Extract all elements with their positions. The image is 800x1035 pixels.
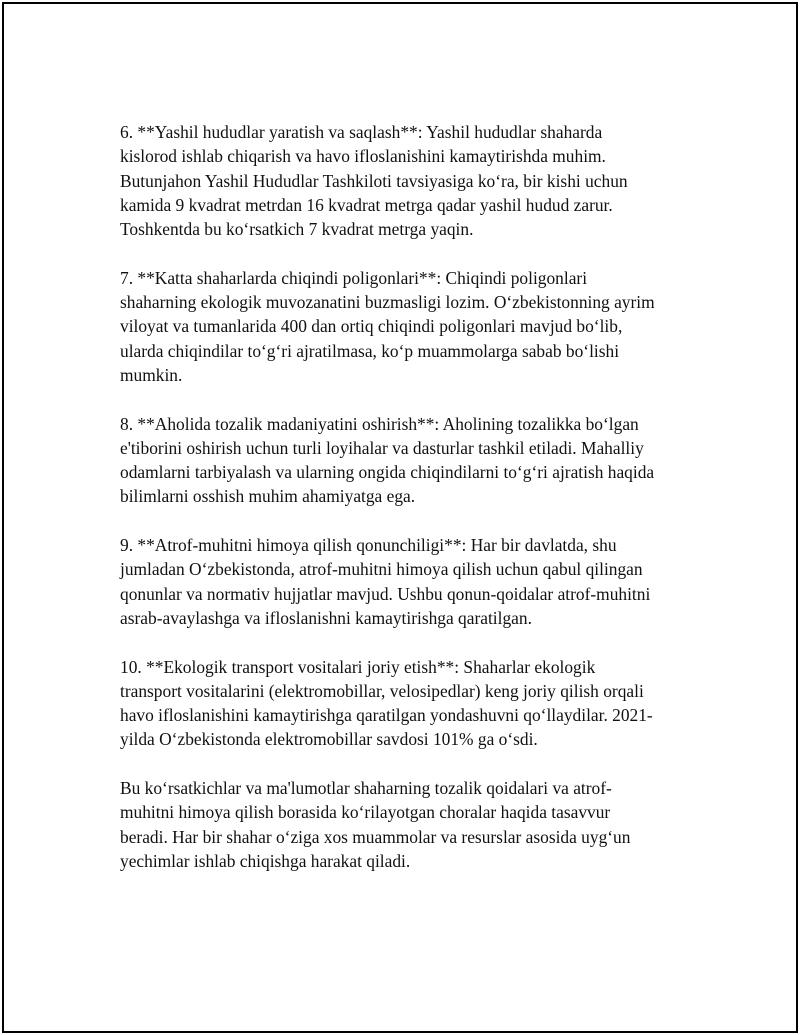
text-line: viloyat va tumanlarida 400 dan ortiq chiqindi poligonlari mavjud bo‘lib, [120, 316, 623, 337]
paragraph-eco-transport [120, 655, 700, 752]
text-line: yilda O‘zbekistonda elektromobillar savdosi 101% ga o‘sdi. [120, 729, 538, 750]
text-line: muhitni himoya qilish borasida ko‘rilayotgan choralar haqida tasavvur [120, 802, 611, 823]
text-line: beradi. Har bir shahar o‘ziga xos muammolar va resurslar asosida uyg‘un [120, 826, 631, 847]
text-line: 8. **Aholida tozalik madaniyatini oshirish**: Aholining tozalikka bo‘lgan [120, 413, 639, 434]
paragraph-conclusion [120, 776, 700, 873]
document-page [2, 2, 798, 1033]
text-line: e'tiborini oshirish uchun turli loyihalar va dasturlar tashkil etiladi. Mahalliy [120, 437, 644, 458]
text-line: kamida 9 kvadrat metrdan 16 kvadrat metrga qadar yashil hudud zarur. [120, 194, 613, 215]
text-line: yechimlar ishlab chiqishga harakat qiladi. [120, 850, 411, 871]
text-line: shaharning ekologik muvozanatini buzmasligi lozim. O‘zbekistonning ayrim [120, 292, 655, 313]
text-line: 10. **Ekologik transport vositalari joriy etish**: Shaharlar ekologik [120, 656, 596, 677]
paragraph-green-areas [120, 120, 700, 241]
paragraph-legislation [120, 533, 700, 630]
text-line: mumkin. [120, 364, 183, 385]
text-line: 9. **Atrof-muhitni himoya qilish qonunchiligi**: Har bir davlatda, shu [120, 535, 617, 556]
text-line: transport vositalarini (elektromobillar, velosipedlar) keng joriy qilish orqali [120, 680, 644, 701]
text-line: odamlarni tarbiyalash va ularning ongida chiqindilarni to‘g‘ri ajratish haqida [120, 462, 655, 483]
paragraph-landfills [120, 266, 700, 387]
text-line: 6. **Yashil hududlar yaratish va saqlash**: Yashil hududlar shaharda [120, 122, 603, 142]
text-line: jumladan O‘zbekistonda, atrof-muhitni himoya qilish uchun qabul qilingan [120, 559, 643, 580]
text-line: ularda chiqindilar to‘g‘ri ajratilmasa, ko‘p muammolarga sabab bo‘lishi [120, 340, 620, 361]
text-line: qonunlar va normativ hujjatlar mavjud. Ushbu qonun-qoidalar atrof-muhitni [120, 583, 651, 604]
text-line: asrab-avaylashga va ifloslanishni kamaytirishga qaratilgan. [120, 607, 532, 628]
text-line: Toshkentda bu ko‘rsatkich 7 kvadrat metrga yaqin. [120, 219, 474, 240]
text-line: kislorod ishlab chiqarish va havo ifloslanishini kamaytirishda muhim. [120, 146, 606, 167]
document-body [120, 120, 700, 898]
text-line: bilimlarni osshish muhim ahamiyatga ega. [120, 486, 416, 507]
text-line: havo ifloslanishini kamaytirishga qaratilgan yondashuvni qo‘llaydilar. 2021- [120, 705, 653, 726]
text-line: 7. **Katta shaharlarda chiqindi poligonlari**: Chiqindi poligonlari [120, 267, 588, 288]
paragraph-cleanliness-culture [120, 412, 700, 509]
text-line: Bu ko‘rsatkichlar va ma'lumotlar shaharning tozalik qoidalari va atrof- [120, 778, 612, 799]
text-line: Butunjahon Yashil Hududlar Tashkiloti tavsiyasiga ko‘ra, bir kishi uchun [120, 170, 628, 191]
